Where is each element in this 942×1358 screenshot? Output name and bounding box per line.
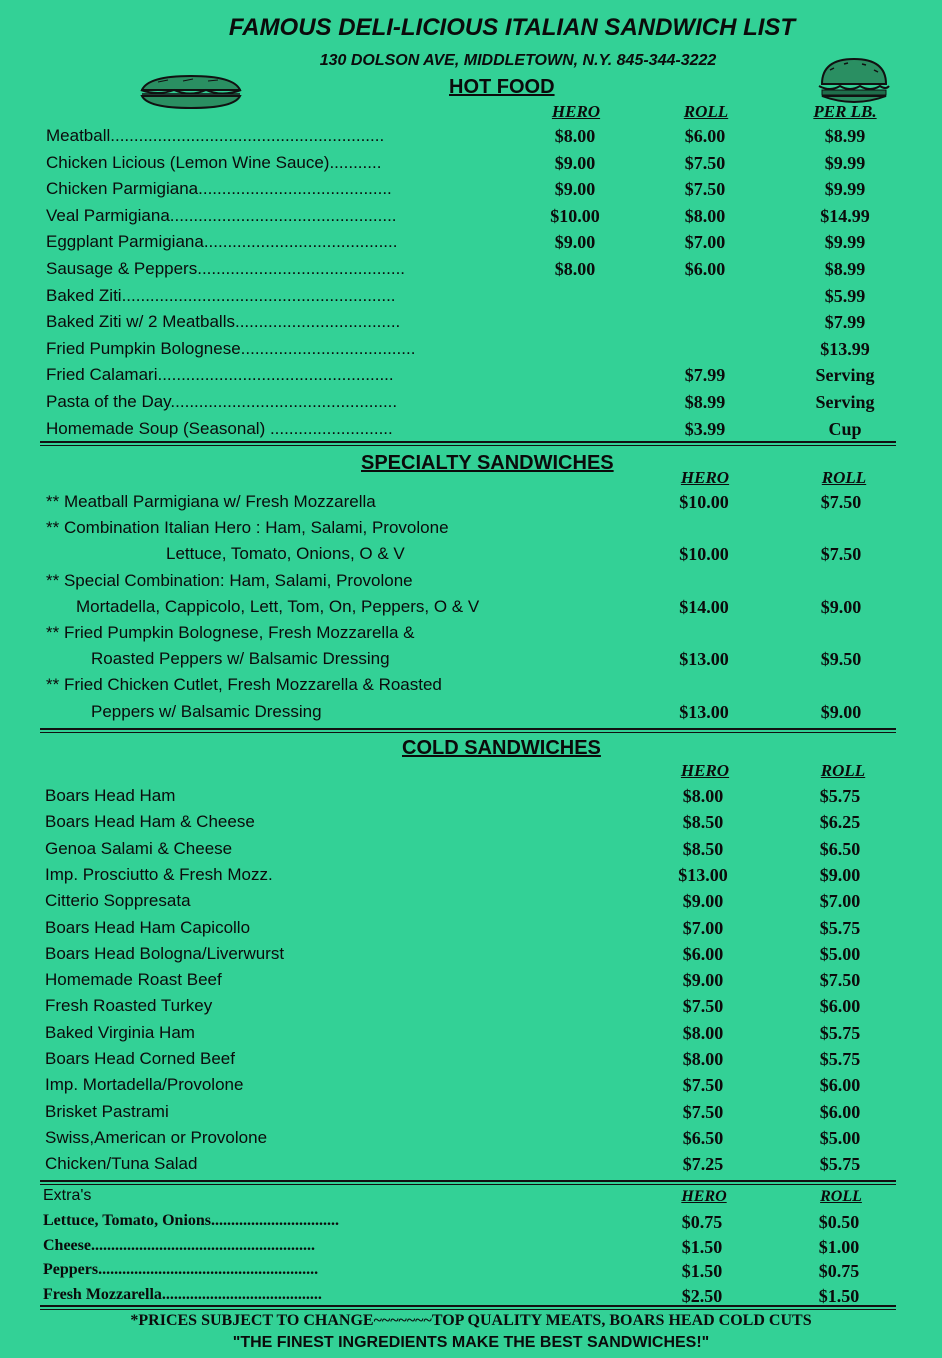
- menu-title: FAMOUS DELI-LICIOUS ITALIAN SANDWICH LIST: [228, 14, 796, 41]
- item-name: Boars Head Ham: [45, 786, 176, 805]
- roll-price: $7.50: [820, 492, 862, 512]
- cold-col-hero: HERO: [680, 761, 730, 780]
- per-lb-price: $14.99: [820, 205, 870, 226]
- roll-price: $0.50: [818, 1212, 860, 1232]
- hero-sandwich-icon: [138, 72, 244, 112]
- menu-row: [0, 623, 942, 649]
- roll-price: $5.00: [819, 943, 861, 964]
- per-lb-price: $13.99: [820, 338, 870, 359]
- hero-price: $1.50: [681, 1236, 723, 1257]
- hero-price: $8.00: [682, 1022, 724, 1043]
- menu-row: [0, 518, 942, 544]
- hero-price: $7.50: [682, 996, 724, 1017]
- menu-row: [0, 1261, 942, 1287]
- menu-row: [0, 1154, 942, 1180]
- hot-food-col-roll: ROLL: [683, 102, 729, 121]
- hot-food-col-per-lb: PER LB.: [813, 102, 877, 121]
- item-name: Boars Head Ham Capicollo: [45, 917, 251, 937]
- item-name: ** Special Combination: Ham, Salami, Provolone: [46, 570, 413, 590]
- per-lb-price: $8.99: [824, 126, 866, 146]
- roll-price: $7.50: [684, 152, 726, 173]
- hero-price: $8.00: [554, 126, 596, 146]
- menu-row: [0, 675, 942, 701]
- hero-price: $13.00: [678, 864, 728, 885]
- menu-row: [0, 179, 942, 205]
- specialty-title: SPECIALTY SANDWICHES: [361, 452, 614, 474]
- extras-title: Extra's: [43, 1187, 92, 1204]
- item-name: Peppers.......................................................: [43, 1261, 319, 1278]
- menu-row: [0, 392, 942, 418]
- item-name: Pasta of the Day................................................: [46, 392, 398, 411]
- specialty-col-roll: ROLL: [821, 468, 867, 487]
- per-lb-price: $9.99: [824, 152, 866, 173]
- hero-price: $9.00: [554, 232, 596, 253]
- footer-slogan: "THE FINEST INGREDIENTS MAKE THE BEST SANDWICHES!": [232, 1334, 710, 1351]
- roll-price: $7.99: [684, 365, 726, 386]
- hero-price: $10.00: [679, 544, 729, 565]
- roll-price: $8.00: [684, 205, 726, 226]
- hero-price: $9.00: [554, 152, 596, 173]
- hot-food-title: HOT FOOD: [449, 76, 555, 98]
- roll-price: $6.00: [819, 996, 861, 1017]
- item-name: Swiss,American or Provolone: [45, 1127, 268, 1147]
- menu-row: [0, 597, 942, 623]
- item-name: Mortadella, Cappicolo, Lett, Tom, On, Peppers, O & V: [76, 596, 480, 616]
- item-name: Fried Calamari..................................................: [46, 365, 394, 385]
- item-name: Fried Pumpkin Bolognese.....................................: [46, 338, 416, 358]
- roll-price: $7.50: [820, 544, 862, 565]
- menu-row: [0, 865, 942, 891]
- hero-price: $13.00: [679, 701, 729, 722]
- extras-col-roll: ROLL: [820, 1188, 862, 1205]
- roll-price: $5.75: [819, 917, 861, 938]
- footer-disclaimer: *PRICES SUBJECT TO CHANGE~~~~~~~TOP QUALITY MEATS, BOARS HEAD COLD CUTS: [130, 1312, 812, 1329]
- item-name: Fresh Roasted Turkey: [45, 996, 213, 1016]
- menu-row: [0, 1212, 942, 1238]
- hero-price: $0.75: [681, 1212, 723, 1232]
- menu-row: [0, 970, 942, 996]
- roll-price: $9.00: [820, 701, 862, 722]
- roll-price: $7.00: [819, 891, 861, 912]
- roll-price: $5.75: [819, 1154, 861, 1175]
- item-name: Homemade Soup (Seasonal) ..........................: [46, 418, 393, 438]
- address-phone: 130 DOLSON AVE, MIDDLETOWN, N.Y. 845-344-3222: [319, 52, 717, 69]
- menu-row: [0, 1049, 942, 1075]
- menu-row: [0, 702, 942, 728]
- roll-price: $6.00: [684, 126, 726, 146]
- roll-price: $6.00: [819, 1075, 861, 1096]
- roll-price: $6.00: [684, 259, 726, 279]
- menu-row: [0, 918, 942, 944]
- item-name: Brisket Pastrami: [45, 1101, 169, 1121]
- menu-row: [0, 153, 942, 179]
- hero-price: $8.50: [682, 812, 724, 833]
- item-name: Imp. Mortadella/Provolone: [45, 1075, 244, 1095]
- divider: [40, 1180, 896, 1185]
- per-lb-price: $9.99: [824, 179, 866, 200]
- item-name: Boars Head Corned Beef: [45, 1049, 235, 1068]
- item-name: Imp. Prosciutto & Fresh Mozz.: [45, 864, 273, 884]
- item-name: Boars Head Ham & Cheese: [45, 812, 255, 832]
- roll-price: $9.00: [820, 596, 862, 617]
- burger-icon: [816, 56, 892, 108]
- roll-price: $7.50: [819, 970, 861, 991]
- hero-price: $7.25: [682, 1154, 724, 1175]
- item-name: Eggplant Parmigiana.........................................: [46, 232, 398, 252]
- per-lb-price: $8.99: [824, 259, 866, 279]
- roll-price: $7.50: [684, 179, 726, 200]
- menu-row: [0, 232, 942, 258]
- roll-price: $0.75: [818, 1261, 860, 1281]
- item-name: Baked Ziti w/ 2 Meatballs...................................: [46, 312, 401, 332]
- menu-row: [0, 1128, 942, 1154]
- hero-price: $10.00: [550, 205, 600, 226]
- item-name: Lettuce, Tomato, Onions, O & V: [166, 544, 405, 564]
- item-name: ** Fried Pumpkin Bolognese, Fresh Mozzarella &: [46, 623, 415, 642]
- item-name: Meatball..........................................................: [46, 126, 385, 145]
- item-name: Chicken/Tuna Salad: [45, 1154, 198, 1174]
- menu-row: [0, 126, 942, 152]
- per-lb-price: Cup: [828, 418, 862, 439]
- item-name: Baked Virginia Ham: [45, 1022, 195, 1042]
- roll-price: $7.00: [684, 232, 726, 253]
- hero-price: $13.00: [679, 649, 729, 670]
- specialty-col-hero: HERO: [680, 468, 730, 487]
- item-name: Homemade Roast Beef: [45, 970, 222, 990]
- roll-price: $5.75: [819, 786, 861, 806]
- item-name: Citterio Soppresata: [45, 891, 191, 911]
- hero-price: $14.00: [679, 596, 729, 617]
- menu-row: [0, 839, 942, 865]
- roll-price: $9.00: [819, 864, 861, 885]
- menu-row: [0, 312, 942, 338]
- hero-price: $8.50: [682, 838, 724, 859]
- item-name: Baked Ziti..........................................................: [46, 285, 396, 305]
- item-name: ** Meatball Parmigiana w/ Fresh Mozzarella: [46, 492, 376, 511]
- hero-price: $6.50: [682, 1127, 724, 1148]
- item-name: Fresh Mozzarella........................................: [43, 1285, 322, 1303]
- per-lb-price: Serving: [815, 392, 875, 412]
- item-name: Chicken Parmigiana.........................................: [46, 179, 392, 199]
- item-name: ** Combination Italian Hero : Ham, Salami, Provolone: [46, 518, 449, 538]
- item-name: Boars Head Bologna/Liverwurst: [45, 943, 285, 963]
- divider: [40, 441, 896, 446]
- extras-col-hero: HERO: [681, 1188, 727, 1205]
- hero-price: $6.00: [682, 943, 724, 964]
- hero-price: $9.00: [682, 891, 724, 912]
- roll-price: $5.00: [819, 1127, 861, 1148]
- hero-price: $7.50: [682, 1101, 724, 1122]
- roll-price: $5.75: [819, 1022, 861, 1043]
- item-name: Sausage & Peppers............................................: [46, 259, 406, 278]
- menu-row: [0, 996, 942, 1022]
- hero-price: $7.00: [682, 917, 724, 938]
- menu-row: [0, 649, 942, 675]
- divider: [40, 1305, 896, 1310]
- menu-row: [0, 891, 942, 917]
- item-name: Genoa Salami & Cheese: [45, 838, 233, 858]
- menu-row: [0, 1075, 942, 1101]
- item-name: Cheese........................................................: [43, 1236, 315, 1254]
- hero-price: $8.00: [682, 786, 724, 806]
- item-name: Lettuce, Tomato, Onions................................: [43, 1212, 340, 1229]
- menu-row: [0, 1023, 942, 1049]
- roll-price: $8.99: [684, 392, 726, 412]
- menu-row: [0, 544, 942, 570]
- per-lb-price: Serving: [815, 365, 875, 386]
- roll-price: $3.99: [684, 418, 726, 439]
- hero-price: $7.50: [682, 1075, 724, 1096]
- menu-row: [0, 812, 942, 838]
- menu-row: [0, 1237, 942, 1263]
- hot-food-col-hero: HERO: [551, 102, 601, 121]
- per-lb-price: $5.99: [824, 285, 866, 306]
- roll-price: $1.50: [818, 1285, 860, 1306]
- cold-title: COLD SANDWICHES: [402, 737, 601, 759]
- menu-row: [0, 286, 942, 312]
- roll-price: $9.50: [820, 649, 862, 670]
- item-name: Veal Parmigiana................................................: [46, 205, 397, 225]
- menu-row: [0, 206, 942, 232]
- menu-row: [0, 571, 942, 597]
- roll-price: $6.00: [819, 1101, 861, 1122]
- per-lb-price: $9.99: [824, 232, 866, 253]
- menu-row: [0, 339, 942, 365]
- menu-row: [0, 259, 942, 285]
- roll-price: $6.25: [819, 812, 861, 833]
- hero-price: $1.50: [681, 1261, 723, 1281]
- roll-price: $6.50: [819, 838, 861, 859]
- item-name: Peppers w/ Balsamic Dressing: [91, 701, 322, 721]
- hero-price: $9.00: [682, 970, 724, 991]
- menu-row: [0, 944, 942, 970]
- hero-price: $8.00: [554, 259, 596, 279]
- roll-price: $1.00: [818, 1236, 860, 1257]
- roll-price: $5.75: [819, 1049, 861, 1069]
- item-name: Chicken Licious (Lemon Wine Sauce)...........: [46, 152, 382, 172]
- divider: [40, 728, 896, 733]
- menu-row: [0, 1102, 942, 1128]
- per-lb-price: $7.99: [824, 312, 866, 333]
- menu-row: [0, 786, 942, 812]
- cold-col-roll: ROLL: [820, 761, 866, 780]
- hero-price: $2.50: [681, 1285, 723, 1306]
- item-name: ** Fried Chicken Cutlet, Fresh Mozzarella & Roasted: [46, 675, 442, 695]
- menu-row: [0, 492, 942, 518]
- hero-price: $9.00: [554, 179, 596, 200]
- menu-row: [0, 365, 942, 391]
- hero-price: $8.00: [682, 1049, 724, 1069]
- item-name: Roasted Peppers w/ Balsamic Dressing: [91, 649, 390, 669]
- hero-price: $10.00: [679, 492, 729, 512]
